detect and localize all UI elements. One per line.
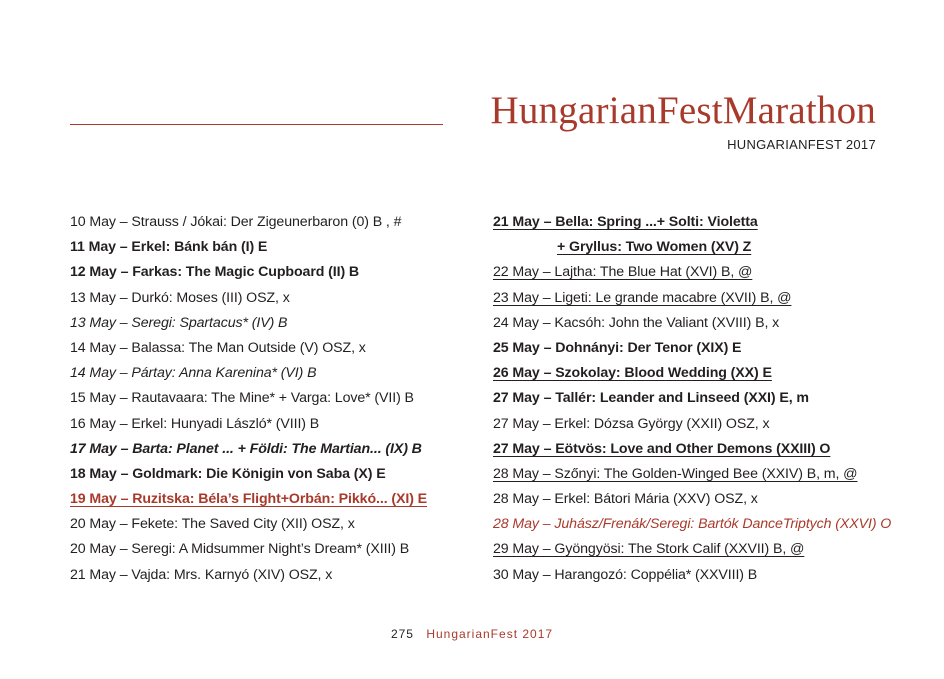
schedule-entry-link[interactable]: 22 May – Lajtha: The Blue Hat (XVI) B, @ xyxy=(493,264,753,281)
schedule-entry: 16 May – Erkel: Hunyadi László* (VIII) B xyxy=(70,415,320,432)
schedule-entry: 12 May – Farkas: The Magic Cupboard (II) B xyxy=(70,264,360,281)
schedule-entry-link[interactable]: + Gryllus: Two Women (XV) Z xyxy=(557,239,752,256)
schedule-entry: 13 May – Seregi: Spartacus* (IV) B xyxy=(70,314,288,331)
schedule-entry-link[interactable]: 23 May – Ligeti: Le grande macabre (XVII) B, @ xyxy=(493,289,792,306)
schedule-right-column xyxy=(493,210,913,588)
schedule-entry: 21 May – Vajda: Mrs. Karnyó (XIV) OSZ, x xyxy=(70,566,333,583)
schedule-entry-link[interactable]: 21 May – Bella: Spring ...+ Solti: Violetta xyxy=(493,214,758,230)
schedule-entry-link[interactable]: 27 May – Eötvös: Love and Other Demons (XXIII) O xyxy=(493,440,831,457)
schedule-left-column xyxy=(70,210,470,588)
schedule-entry: 20 May – Seregi: A Midsummer Night’s Dream* (XIII) B xyxy=(70,541,410,558)
schedule-entry-link[interactable]: 26 May – Szokolay: Blood Wedding (XX) E xyxy=(493,365,772,382)
schedule-entry-link[interactable]: 19 May – Ruzitska: Béla’s Flight+Orbán: Pikkó... (XI) E xyxy=(70,491,428,508)
schedule-entry: 27 May – Erkel: Dózsa György (XXII) OSZ, x xyxy=(493,415,770,432)
schedule-entry-link[interactable]: 29 May – Gyöngyösi: The Stork Calif (XXVII) B, @ xyxy=(493,541,805,558)
schedule-entry: 27 May – Tallér: Leander and Linseed (XXI) E, m xyxy=(493,390,809,407)
schedule-entry: 28 May – Juhász/Frenák/Seregi: Bartók DanceTriptych (XXVI) O xyxy=(493,516,892,533)
schedule-entry: 20 May – Fekete: The Saved City (XII) OSZ, x xyxy=(70,516,355,533)
schedule-entry: 25 May – Dohnányi: Der Tenor (XIX) E xyxy=(493,339,742,356)
schedule-entry-link[interactable]: 28 May – Szőnyi: The Golden-Winged Bee (XXIV) B, m, @ xyxy=(493,465,858,482)
schedule-entry: 28 May – Erkel: Bátori Mária (XXV) OSZ, x xyxy=(493,491,758,508)
page-number: 275 xyxy=(390,627,414,641)
schedule-entry: 30 May – Harangozó: Coppélia* (XXVIII) B xyxy=(493,566,758,583)
page-title: HungarianFestMarathon xyxy=(490,89,876,132)
page-subtitle: HUNGARIANFEST 2017 xyxy=(727,137,876,152)
schedule-entry: 17 May – Barta: Planet ... + Földi: The Martian... (IX) B xyxy=(70,440,422,457)
header-rule xyxy=(70,124,443,125)
schedule-entry: 11 May – Erkel: Bánk bán (I) E xyxy=(70,239,268,256)
footer-text: HungarianFest 2017 xyxy=(426,627,554,641)
schedule-entry: 13 May – Durkó: Moses (III) OSZ, x xyxy=(70,289,290,306)
page-footer xyxy=(0,627,944,641)
schedule-entry: 14 May – Balassa: The Man Outside (V) OSZ, x xyxy=(70,339,366,356)
schedule-entry: 18 May – Goldmark: Die Königin von Saba (X) E xyxy=(70,465,386,482)
schedule-entry: 14 May – Pártay: Anna Karenina* (VI) B xyxy=(70,365,317,382)
schedule-entry: 10 May – Strauss / Jókai: Der Zigeunerbaron (0) B , # xyxy=(70,214,402,230)
schedule-entry: 24 May – Kacsóh: John the Valiant (XVIII) B, x xyxy=(493,314,780,331)
schedule-entry: 15 May – Rautavaara: The Mine* + Varga: Love* (VII) B xyxy=(70,390,414,407)
